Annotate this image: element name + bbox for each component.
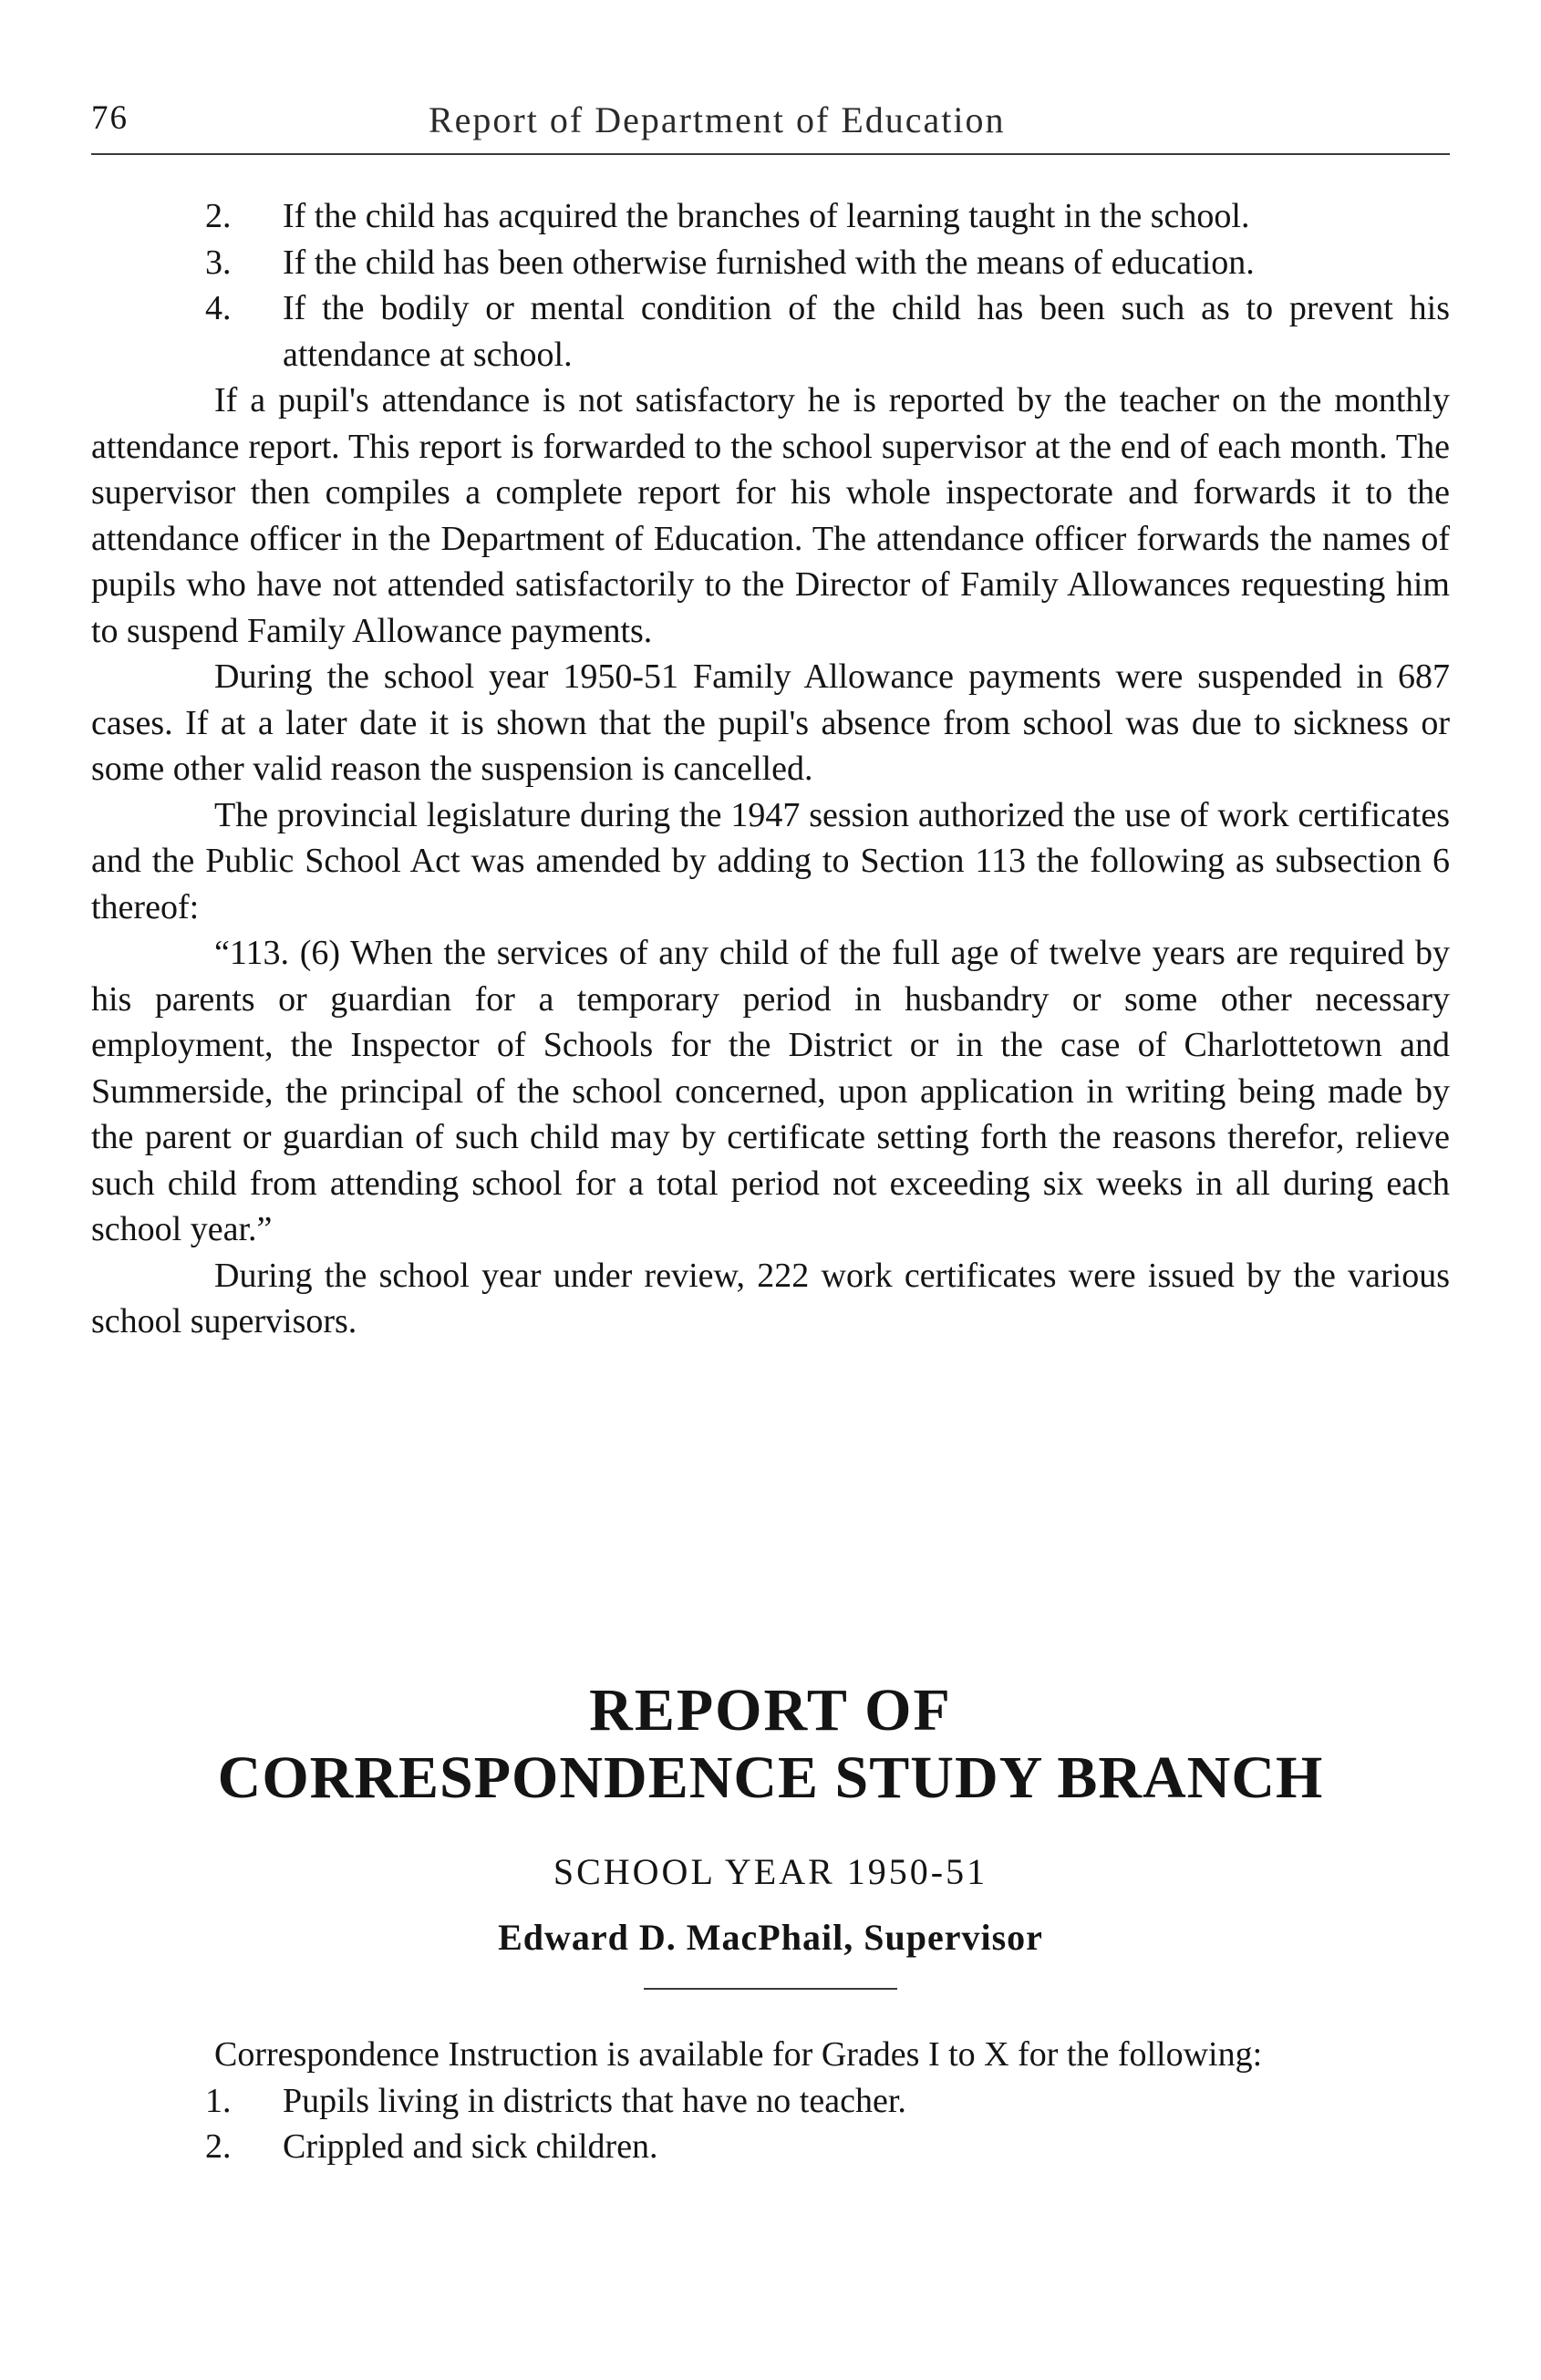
page-header bbox=[91, 98, 1450, 146]
list-item bbox=[91, 2078, 1450, 2125]
section-heading-line2: CORRESPONDENCE STUDY BRANCH bbox=[217, 1744, 1324, 1811]
list-item-text: Pupils living in districts that have no teacher. bbox=[283, 2081, 906, 2120]
work-certificates-paragraph: During the school year under review, 222 work certificates were issued by the various school supervisors. bbox=[91, 1256, 1450, 1340]
section-rule bbox=[644, 1988, 897, 1990]
list-item-text: Crippled and sick children. bbox=[283, 2127, 658, 2166]
attendance-report-paragraph: If a pupil's attendance is not satisfactory he is reported by the teacher on the monthly attendance report. This report is forwarded to the school supervisor at the end of each month. The supervisor then compiles a complete report for his whole inspectorate and forwards it to the attendance officer in the Department of Education. The attendance officer forwards the names of pupils who have not attended satisfactorily to the Director of Family Allowances requesting him to suspend Family Allowance payments. bbox=[91, 381, 1450, 650]
list-item-number: 2. bbox=[205, 2127, 232, 2166]
list-item bbox=[91, 193, 1450, 240]
family-allowance-paragraph: During the school year 1950-51 Family Allowance payments were suspended in 687 cases. If at a later date it is shown that the pupil's absence from school was due to sickness or some other valid reason the suspension is cancelled. bbox=[91, 657, 1450, 788]
legislature-paragraph: The provincial legislature during the 1947 session authorized the use of work certificates and the Public School Act was amended by adding to Section 113 the following as subsection 6 thereof: bbox=[91, 795, 1450, 926]
correspondence-intro: Correspondence Instruction is available for Grades I to X for the following: bbox=[214, 2035, 1263, 2074]
conditions-list bbox=[91, 193, 1450, 1345]
list-item-number: 1. bbox=[205, 2081, 232, 2120]
list-item bbox=[91, 2124, 1450, 2170]
section-113-quote: “113. (6) When the services of any child of the full age of twelve years are required by his parents or guardian for a temporary period in husbandry or some other necessary employment, the Inspector of Schools for the District or in the case of Charlottetown and Summerside, the principal of the school concerned, upon application in writing being made by the parent or guardian of such child may by certificate setting forth the reasons therefor, relieve such child from attending school for a total period not exceeding six weeks in all during each school year.” bbox=[91, 934, 1450, 1248]
supervisor-name: Edward D. MacPhail, Supervisor bbox=[498, 1917, 1043, 1958]
list-item bbox=[91, 285, 1450, 378]
page-number: 76 bbox=[91, 99, 129, 137]
correspondence-section-body bbox=[91, 2032, 1450, 2170]
school-year-subheading: SCHOOL YEAR 1950-51 bbox=[553, 1851, 988, 1892]
list-item-text: If the bodily or mental condition of the child has been such as to prevent his attendance at school. bbox=[283, 289, 1450, 374]
list-item-number: 4. bbox=[205, 289, 232, 327]
running-title: Report of Department of Education bbox=[429, 99, 1006, 140]
section-heading-line1: REPORT OF bbox=[589, 1677, 952, 1744]
list-item-text: If the child has acquired the branches of learning taught in the school. bbox=[283, 197, 1250, 235]
list-item-text: If the child has been otherwise furnished with the means of education. bbox=[283, 243, 1255, 282]
list-item bbox=[91, 240, 1450, 286]
header-rule bbox=[91, 153, 1450, 155]
list-item-number: 2. bbox=[205, 197, 232, 235]
list-item-number: 3. bbox=[205, 243, 232, 282]
